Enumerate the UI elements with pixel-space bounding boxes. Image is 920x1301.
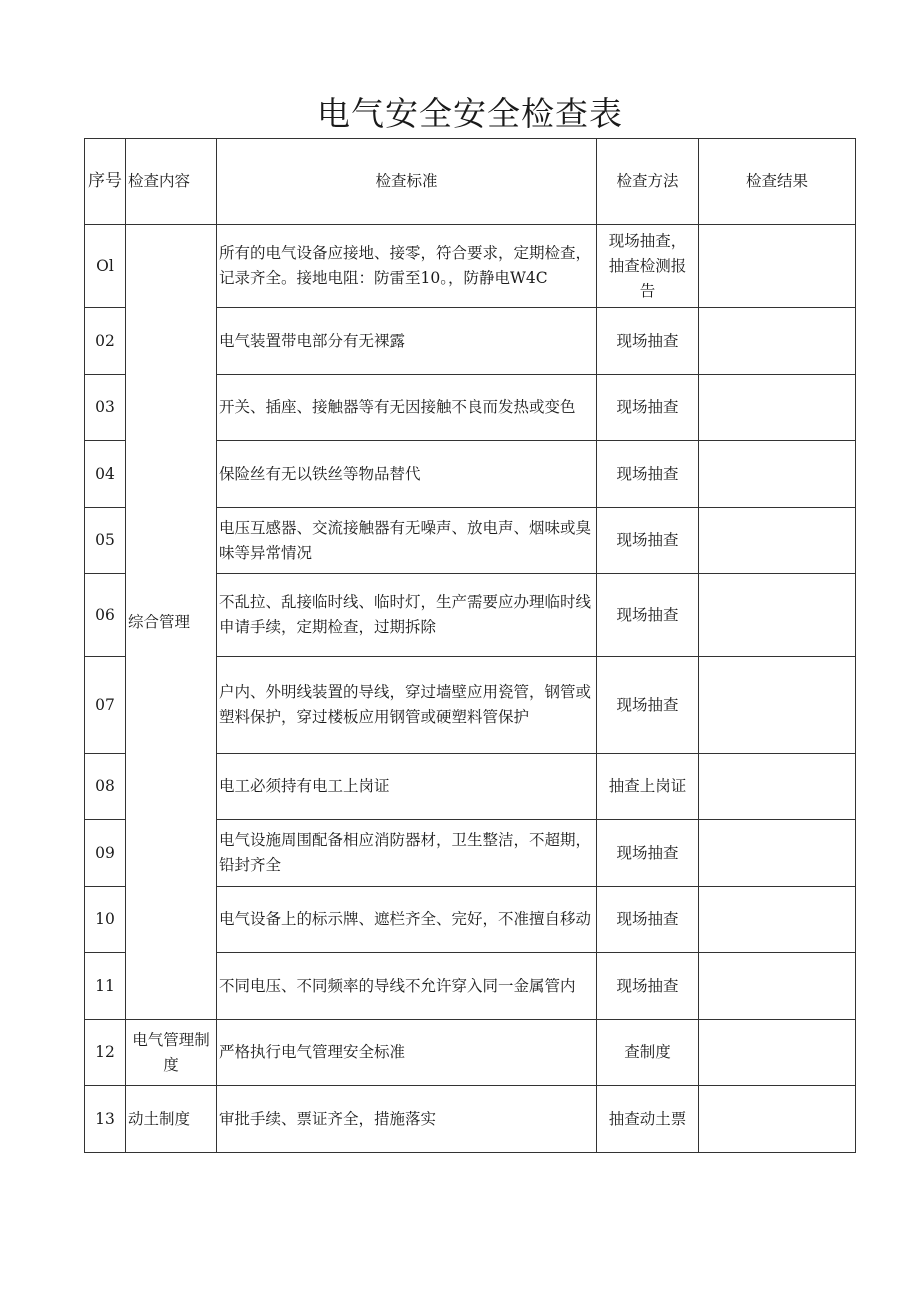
- row-no: 05: [85, 508, 126, 574]
- row-standard: 电气装置带电部分有无裸露: [217, 308, 597, 375]
- row-method: 查制度: [597, 1020, 699, 1086]
- row-result: [699, 657, 856, 754]
- header-method: 检查方法: [597, 139, 699, 225]
- row-standard: 电压互感器、交流接触器有无噪声、放电声、烟味或臭味等异常情况: [217, 508, 597, 574]
- row-no: 09: [85, 820, 126, 887]
- row-result: [699, 754, 856, 820]
- method-line: 告: [639, 281, 656, 300]
- row-method: 现场抽查: [597, 820, 699, 887]
- row-method: 抽查上岗证: [597, 754, 699, 820]
- table-row: [85, 1020, 856, 1086]
- row-no: 11: [85, 953, 126, 1020]
- row-standard: 审批手续、票证齐全，措施落实: [217, 1086, 597, 1153]
- row-no: 04: [85, 441, 126, 508]
- row-method: 现场抽查: [597, 887, 699, 953]
- row-method: 现场抽查: [597, 508, 699, 574]
- row-standard: 不同电压、不同频率的导线不允许穿入同一金属管内: [217, 953, 597, 1020]
- row-category: 动土制度: [126, 1086, 217, 1153]
- row-category: 电气管理制度: [126, 1020, 217, 1086]
- table-header-row: [85, 139, 856, 225]
- row-method: 现场抽查: [597, 375, 699, 441]
- row-result: [699, 308, 856, 375]
- row-method: 现场抽查: [597, 953, 699, 1020]
- row-no: 13: [85, 1086, 126, 1153]
- row-no: 08: [85, 754, 126, 820]
- row-method: 现场抽查: [597, 574, 699, 657]
- method-line: 现场抽查，: [608, 231, 687, 250]
- row-method: [597, 225, 699, 308]
- row-result: [699, 225, 856, 308]
- page-title: 电气安全安全检查表: [317, 94, 623, 133]
- row-method: 现场抽查: [597, 308, 699, 375]
- row-result: [699, 574, 856, 657]
- row-result: [699, 1020, 856, 1086]
- row-no: 03: [85, 375, 126, 441]
- table-row: [85, 225, 856, 308]
- row-method: 现场抽查: [597, 657, 699, 754]
- header-no: 序号: [85, 139, 126, 225]
- row-standard: 严格执行电气管理安全标准: [217, 1020, 597, 1086]
- row-no: 12: [85, 1020, 126, 1086]
- row-no: 02: [85, 308, 126, 375]
- row-no: 07: [85, 657, 126, 754]
- header-content: 检查内容: [126, 139, 217, 225]
- row-standard: 开关、插座、接触器等有无因接触不良而发热或变色: [217, 375, 597, 441]
- category-general: 综合管理: [126, 225, 217, 1020]
- row-result: [699, 1086, 856, 1153]
- row-result: [699, 508, 856, 574]
- row-no: Ol: [85, 225, 126, 308]
- row-result: [699, 953, 856, 1020]
- row-result: [699, 887, 856, 953]
- header-standard: 检查标准: [217, 139, 597, 225]
- row-no: 06: [85, 574, 126, 657]
- method-line: 抽查检测报: [608, 256, 687, 275]
- row-standard: 保险丝有无以铁丝等物品替代: [217, 441, 597, 508]
- row-result: [699, 441, 856, 508]
- row-result: [699, 375, 856, 441]
- row-standard: 电工必须持有电工上岗证: [217, 754, 597, 820]
- row-standard: 户内、外明线装置的导线，穿过墙壁应用瓷管，钢管或塑料保护，穿过楼板应用钢管或硬塑料管保护: [217, 657, 597, 754]
- row-standard: 不乱拉、乱接临时线、临时灯，生产需要应办理临时线申请手续，定期检查，过期拆除: [217, 574, 597, 657]
- row-standard: 电气设备上的标示牌、遮栏齐全、完好，不准擅自移动: [217, 887, 597, 953]
- header-result: 检查结果: [699, 139, 856, 225]
- safety-check-table: [84, 138, 856, 1153]
- row-method: 抽查动土票: [597, 1086, 699, 1153]
- row-standard: 电气设施周围配备相应消防器材，卫生整洁，不超期，铅封齐全: [217, 820, 597, 887]
- row-method: 现场抽查: [597, 441, 699, 508]
- row-result: [699, 820, 856, 887]
- table-row: [85, 1086, 856, 1153]
- row-standard: 所有的电气设备应接地、接零，符合要求，定期检查，记录齐全。接地电阻：防雷至10。，防静电W4C: [217, 225, 597, 308]
- row-no: 10: [85, 887, 126, 953]
